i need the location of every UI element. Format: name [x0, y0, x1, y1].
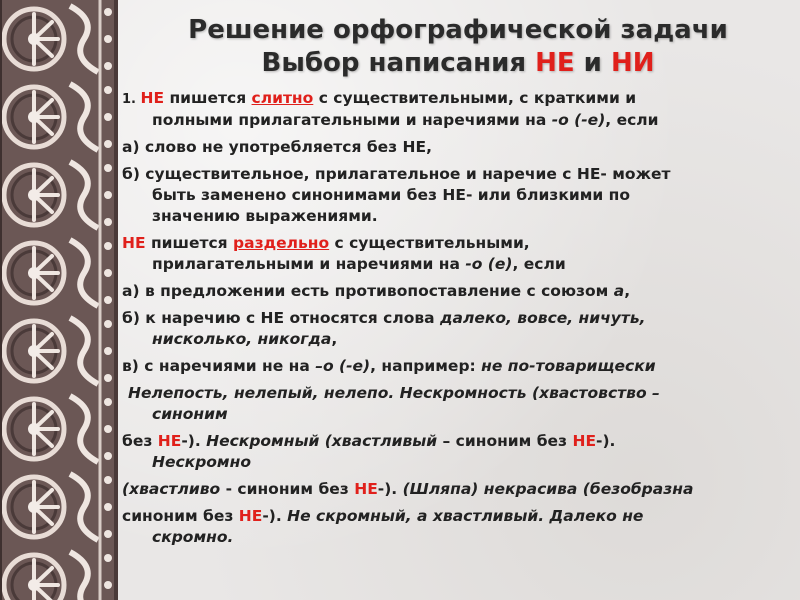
rule-2-text-4: , если [512, 255, 566, 273]
item-b-line-1: б) существительное, прилагательное и наречие с НЕ- может [122, 165, 671, 183]
example-2-text-3: – синоним без [437, 432, 573, 450]
ornament-border [0, 0, 118, 600]
item-c2-example: не по-товарищески [481, 357, 656, 375]
rule-2-item-a [122, 281, 794, 302]
example-3-italic: (хвастливо [122, 480, 221, 498]
rule-1-item-a: а) слово не употребляется без НЕ, [122, 138, 432, 156]
rule-1-slitno: слитно [251, 89, 314, 107]
rule-1-text-2: с существительными, с краткими и [313, 89, 637, 107]
example-1-line-2: синоним [152, 405, 228, 423]
rule-2-suffix: -о (е) [465, 255, 513, 273]
example-3-ne: НЕ [354, 480, 378, 498]
item-c2-text: в) с наречиями не на [122, 357, 316, 375]
example-1 [122, 383, 794, 425]
item-a2-end: , [624, 282, 631, 300]
rule-1-text: пишется [164, 89, 252, 107]
example-2-ne-2: НЕ [572, 432, 597, 450]
subtitle-ni: НИ [610, 48, 655, 78]
subtitle-text: Выбор написания [261, 48, 536, 78]
subtitle-and: и [574, 48, 611, 78]
item-b2-words-2: нисколько, никогда [152, 330, 332, 348]
rule-2-item-b [122, 308, 794, 350]
example-1-line-1: Нелепость, нелепый, нелепо. Нескромность (хвастовство – [128, 384, 660, 402]
item-a2-conj: а [613, 282, 625, 300]
example-2-text-4: -). [596, 432, 616, 450]
example-3-text-2: -). [377, 480, 403, 498]
example-2 [122, 431, 794, 473]
slide-content [122, 0, 794, 600]
rule-2-razdelno: раздельно [233, 234, 330, 252]
example-3 [122, 479, 794, 500]
rule-1-ne: НЕ [140, 89, 165, 107]
example-4-text: синоним без [122, 507, 239, 525]
rule-2-text: пишется [145, 234, 234, 252]
example-2-line-2: Нескромно [152, 453, 251, 471]
example-4-line-2: скромно. [152, 528, 234, 546]
rule-1-text-4: , если [605, 111, 659, 129]
example-3-text: - синоним без [220, 480, 355, 498]
rule-2-text-3: прилагательными и наречиями на [152, 255, 466, 273]
example-4-ne: НЕ [238, 507, 263, 525]
example-4-italic: Не скромный, а хвастливый. Далеко не [287, 507, 644, 525]
item-b2-text: б) к наречию с НЕ относятся слова [122, 309, 441, 327]
rule-1-item-b [122, 164, 794, 227]
item-b-line-3: значению выражениями. [152, 207, 378, 225]
example-3-italic-2: (Шляпа) некрасива (безобразна [402, 480, 694, 498]
example-2-italic: Нескромный (хвастливый [206, 432, 438, 450]
example-4-text-2: -). [262, 507, 288, 525]
item-c2-suffix: –о (-е) [315, 357, 371, 375]
rule-1-number: 1. [122, 92, 141, 107]
slide-subtitle [122, 47, 794, 80]
item-b-line-2: быть заменено синонимами без НЕ- или близкими по [152, 186, 630, 204]
item-c2-mid: , например: [370, 357, 482, 375]
rule-2-text-2: с существительными, [329, 234, 530, 252]
example-4 [122, 506, 794, 548]
rule-1-suffix: -о (-е) [551, 111, 606, 129]
rule-1 [122, 88, 794, 131]
rule-2-item-c [122, 356, 794, 377]
subtitle-ne: НЕ [535, 48, 575, 78]
item-b2-end: , [331, 330, 338, 348]
rule-2 [122, 233, 794, 275]
slide-title: Решение орфографической задачи [188, 15, 728, 45]
example-2-text: без [122, 432, 158, 450]
item-b2-words: далеко, вовсе, ничуть, [440, 309, 646, 327]
ornament-pattern-icon [0, 0, 118, 600]
rule-1-text-3: полными прилагательными и наречиями на [152, 111, 552, 129]
rule-2-ne: НЕ [122, 234, 146, 252]
item-a2-text: а) в предложении есть противопоставление с союзом [122, 282, 614, 300]
example-2-ne: НЕ [157, 432, 182, 450]
example-2-text-2: -). [181, 432, 207, 450]
